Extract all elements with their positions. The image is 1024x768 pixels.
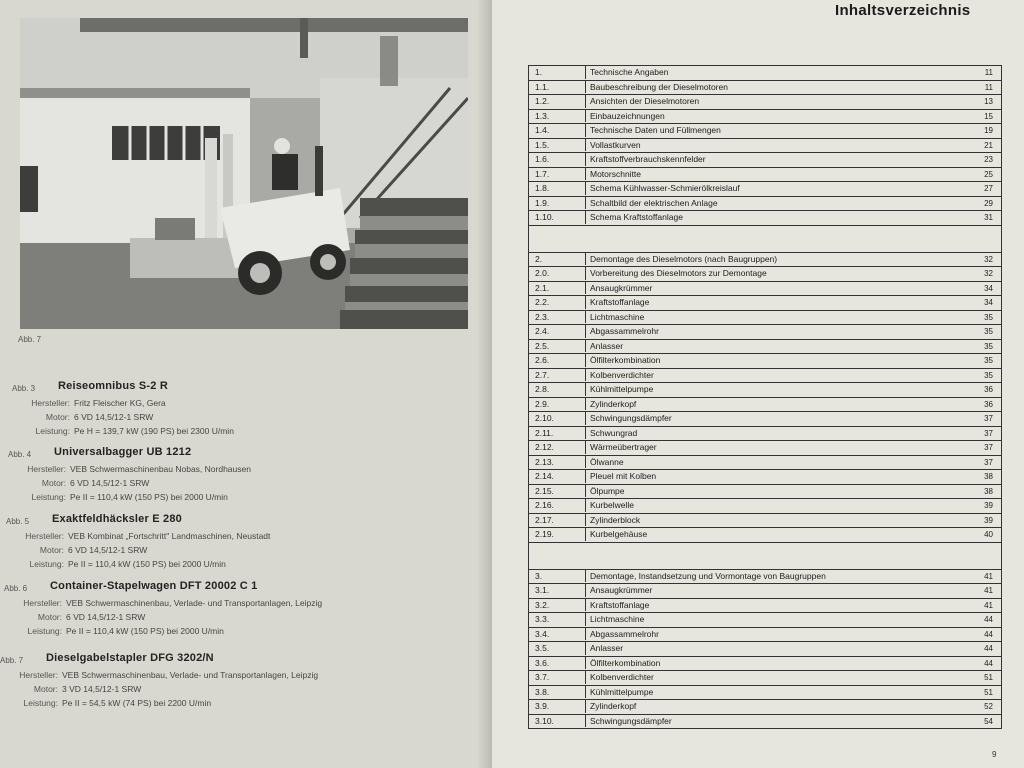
toc-row — [529, 513, 1001, 528]
manufacturer-line — [16, 531, 270, 541]
toc-number: 1. — [535, 67, 543, 77]
toc-page-number: 23 — [984, 155, 993, 164]
toc-title: Inhaltsverzeichnis — [835, 2, 971, 19]
toc-entry-title: Kraftstoffanlage — [585, 296, 649, 309]
manufacturer-value: VEB Schwermaschinenbau, Verlade- und Transportanlagen, Leipzig — [62, 670, 319, 680]
toc-row — [529, 641, 1001, 656]
power-value: Pe II = 54,5 kW (74 PS) bei 2200 U/min — [62, 698, 212, 708]
manufacturer-value: VEB Schwermaschinenbau Nobas, Nordhausen — [70, 464, 251, 474]
toc-number: 2.11. — [535, 427, 554, 438]
toc-number: 1.9. — [535, 197, 550, 208]
toc-entry-title: Kolbenverdichter — [585, 671, 654, 684]
toc-page-number: 37 — [984, 414, 993, 423]
toc-page-number: 35 — [984, 370, 993, 380]
toc-number: 3.5. — [535, 643, 550, 653]
power-line — [18, 492, 228, 502]
toc-section-gap — [529, 225, 1001, 252]
toc-page-number: 32 — [984, 269, 993, 278]
toc-row — [529, 397, 1001, 412]
toc-entry-title: Ölpumpe — [585, 485, 625, 498]
toc-entry-title: Wärmeübertrager — [585, 441, 657, 454]
forklift-photo — [20, 18, 468, 329]
toc-row — [529, 80, 1001, 95]
toc-table — [528, 65, 1002, 729]
toc-page-number: 35 — [984, 327, 993, 336]
manufacturer-line — [10, 670, 318, 680]
toc-number: 2.0. — [535, 268, 550, 278]
toc-entry-title: Schema Kühlwasser-Schmierölkreislauf — [585, 182, 740, 195]
toc-number: 1.7. — [535, 168, 550, 179]
manufacturer-value: Fritz Fleischer KG, Gera — [74, 398, 166, 408]
toc-entry-title: Kraftstoffverbrauchskennfelder — [585, 153, 706, 166]
toc-number: 2.8. — [535, 384, 550, 394]
toc-number: 1.4. — [535, 125, 550, 135]
toc-entry-title: Demontage des Dieselmotors (nach Baugruppen) — [585, 253, 777, 266]
figure-ref: Abb. 7 — [0, 656, 24, 665]
toc-number: 1.2. — [535, 96, 550, 106]
toc-row — [529, 440, 1001, 455]
toc-row — [529, 670, 1001, 685]
toc-number: 2.10. — [535, 413, 554, 423]
toc-entry-title: Einbauzeichnungen — [585, 110, 665, 123]
toc-number: 2.15. — [535, 485, 554, 496]
engine-line — [18, 478, 149, 488]
manufacturer-value: VEB Schwermaschinenbau, Verlade- und Transportanlagen, Leipzig — [66, 598, 323, 608]
toc-section-gap — [529, 542, 1001, 569]
manufacturer-label: Hersteller: — [27, 464, 66, 474]
left-page — [0, 0, 492, 768]
toc-number: 2.12. — [535, 442, 554, 452]
toc-row — [529, 569, 1001, 584]
toc-entry-title: Motorschnitte — [585, 168, 641, 181]
power-line — [10, 698, 211, 708]
toc-entry-title: Schema Kraftstoffanlage — [585, 211, 683, 224]
toc-entry-title: Ölfilterkombination — [585, 354, 660, 367]
toc-number: 2.3. — [535, 311, 550, 322]
toc-number: 1.5. — [535, 139, 550, 150]
toc-number: 2.16. — [535, 500, 554, 510]
toc-entry-title: Ölfilterkombination — [585, 657, 660, 670]
engine-line — [14, 612, 145, 622]
toc-page-number: 44 — [984, 629, 993, 639]
toc-row — [529, 210, 1001, 225]
photo-caption: Abb. 7 — [18, 335, 42, 344]
toc-number: 2.17. — [535, 514, 554, 525]
toc-page-number: 38 — [984, 486, 993, 496]
engine-label: Motor: — [41, 478, 66, 488]
toc-page-number: 35 — [984, 341, 993, 351]
toc-entry-title: Kolbenverdichter — [585, 369, 654, 382]
toc-row — [529, 339, 1001, 354]
toc-number: 2.1. — [535, 282, 550, 293]
forklift-illustration — [20, 18, 468, 329]
toc-page-number: 38 — [984, 472, 993, 481]
toc-row — [529, 484, 1001, 499]
toc-page-number: 25 — [984, 169, 993, 179]
toc-page-number: 41 — [984, 571, 993, 581]
toc-page-number: 44 — [984, 644, 993, 653]
power-label: Leistung: — [29, 559, 64, 569]
power-value: Pe H = 139,7 kW (190 PS) bei 2300 U/min — [74, 426, 234, 436]
engine-label: Motor: — [45, 412, 70, 422]
toc-page-number: 21 — [984, 140, 993, 150]
page-number: 9 — [992, 750, 997, 759]
toc-row — [529, 583, 1001, 598]
machine-name: Dieselgabelstapler DFG 3202/N — [46, 652, 214, 664]
toc-row — [529, 266, 1001, 281]
toc-page-number: 35 — [984, 356, 993, 365]
toc-row — [529, 295, 1001, 310]
toc-number: 1.1. — [535, 81, 550, 92]
toc-page-number: 51 — [984, 687, 993, 697]
toc-number: 3.3. — [535, 614, 550, 624]
toc-row — [529, 714, 1001, 729]
power-value: Pe II = 110,4 kW (150 PS) bei 2000 U/min — [70, 492, 228, 502]
toc-row — [529, 685, 1001, 700]
toc-row — [529, 612, 1001, 627]
toc-page-number: 44 — [984, 615, 993, 624]
manufacturer-value: VEB Kombinat „Fortschritt" Landmaschinen, Neustadt — [68, 531, 271, 541]
toc-entry-title: Kühlmittelpumpe — [585, 383, 653, 396]
toc-entry-title: Schwingungsdämpfer — [585, 412, 672, 425]
toc-page-number: 39 — [984, 501, 993, 510]
toc-entry-title: Vollastkurven — [585, 139, 641, 152]
toc-number: 3.10. — [535, 715, 554, 726]
toc-row — [529, 94, 1001, 109]
toc-number: 3.7. — [535, 672, 550, 682]
toc-page-number: 15 — [984, 111, 993, 121]
toc-entry-title: Abgassammelrohr — [585, 325, 659, 338]
engine-value: 6 VD 14,5/12-1 SRW — [66, 612, 146, 622]
toc-page-number: 11 — [984, 68, 993, 77]
toc-entry-title: Ansaugkrümmer — [585, 584, 652, 597]
manufacturer-label: Hersteller: — [19, 670, 58, 680]
toc-row — [529, 455, 1001, 470]
toc-page-number: 29 — [984, 198, 993, 208]
engine-value: 3 VD 14,5/12-1 SRW — [62, 684, 142, 694]
toc-row — [529, 109, 1001, 124]
toc-page-number: 13 — [984, 97, 993, 106]
machine-name: Container-Stapelwagen DFT 20002 C 1 — [50, 580, 258, 592]
machine-name: Universalbagger UB 1212 — [54, 446, 192, 458]
toc-page-number: 36 — [984, 385, 993, 394]
figure-ref: Abb. 3 — [12, 384, 36, 393]
toc-row — [529, 65, 1001, 80]
toc-row — [529, 324, 1001, 339]
toc-row — [529, 656, 1001, 671]
toc-page-number: 51 — [984, 673, 993, 682]
toc-page-number: 34 — [984, 298, 993, 307]
machine-name: Exaktfeldhäcksler E 280 — [52, 513, 182, 525]
toc-entry-title: Technische Angaben — [585, 66, 668, 79]
figure-ref: Abb. 4 — [8, 450, 32, 459]
toc-row — [529, 598, 1001, 613]
toc-number: 3.4. — [535, 628, 550, 639]
toc-page-number: 11 — [984, 82, 993, 92]
toc-number: 3.8. — [535, 686, 550, 697]
toc-number: 3.9. — [535, 701, 550, 711]
toc-entry-title: Lichtmaschine — [585, 311, 644, 324]
engine-line — [10, 684, 141, 694]
toc-row — [529, 426, 1001, 441]
toc-row — [529, 469, 1001, 484]
toc-number: 2. — [535, 253, 543, 264]
power-label: Leistung: — [23, 698, 58, 708]
power-label: Leistung: — [27, 626, 62, 636]
toc-row — [529, 498, 1001, 513]
power-line — [16, 559, 226, 569]
manufacturer-line — [14, 598, 322, 608]
power-value: Pe II = 110,4 kW (150 PS) bei 2000 U/min — [66, 626, 224, 636]
toc-page-number: 32 — [984, 254, 993, 264]
engine-label: Motor: — [39, 545, 64, 555]
toc-page-number: 52 — [984, 702, 993, 711]
power-line — [22, 426, 234, 436]
toc-page-number: 41 — [984, 600, 993, 610]
toc-row — [529, 123, 1001, 138]
toc-page-number: 27 — [984, 184, 993, 193]
toc-page-number: 37 — [984, 443, 993, 452]
toc-page-number: 36 — [984, 399, 993, 409]
toc-entry-title: Technische Daten und Füllmengen — [585, 124, 721, 137]
toc-row — [529, 281, 1001, 296]
toc-entry-title: Ansaugkrümmer — [585, 282, 652, 295]
manufacturer-label: Hersteller: — [25, 531, 64, 541]
toc-row — [529, 181, 1001, 196]
toc-page-number: 54 — [984, 716, 993, 726]
manufacturer-line — [22, 398, 166, 408]
toc-row — [529, 152, 1001, 167]
toc-row — [529, 411, 1001, 426]
power-label: Leistung: — [35, 426, 70, 436]
toc-entry-title: Schaltbild der elektrischen Anlage — [585, 197, 718, 210]
toc-page-number: 37 — [984, 428, 993, 438]
figure-ref: Abb. 5 — [6, 517, 30, 526]
toc-entry-title: Zylinderblock — [585, 514, 640, 527]
toc-page-number: 34 — [984, 283, 993, 293]
toc-page-number: 44 — [984, 658, 993, 668]
engine-value: 6 VD 14,5/12-1 SRW — [70, 478, 150, 488]
toc-entry-title: Demontage, Instandsetzung und Vormontage von Baugruppen — [585, 570, 826, 583]
power-label: Leistung: — [31, 492, 66, 502]
toc-row — [529, 627, 1001, 642]
toc-entry-title: Ölwanne — [585, 456, 624, 469]
toc-number: 2.4. — [535, 326, 550, 336]
toc-row — [529, 527, 1001, 542]
toc-number: 3.2. — [535, 599, 550, 610]
toc-page-number: 19 — [984, 126, 993, 135]
toc-entry-title: Ansichten der Dieselmotoren — [585, 95, 699, 108]
toc-entry-title: Kurbelgehäuse — [585, 528, 647, 541]
toc-entry-title: Zylinderkopf — [585, 398, 636, 411]
toc-number: 3. — [535, 570, 543, 581]
power-line — [14, 626, 224, 636]
toc-row — [529, 353, 1001, 368]
engine-label: Motor: — [33, 684, 58, 694]
toc-number: 2.2. — [535, 297, 550, 307]
toc-row — [529, 138, 1001, 153]
manufacturer-label: Hersteller: — [31, 398, 70, 408]
toc-entry-title: Schwingungsdämpfer — [585, 715, 672, 728]
engine-line — [16, 545, 147, 555]
engine-value: 6 VD 14,5/12-1 SRW — [74, 412, 154, 422]
engine-line — [22, 412, 153, 422]
toc-row — [529, 382, 1001, 397]
toc-entry-title: Pleuel mit Kolben — [585, 470, 656, 483]
toc-entry-title: Abgassammelrohr — [585, 628, 659, 641]
toc-entry-title: Baubeschreibung der Dieselmotoren — [585, 81, 728, 94]
toc-number: 1.3. — [535, 110, 550, 121]
toc-page-number: 41 — [984, 586, 993, 595]
toc-number: 1.6. — [535, 154, 550, 164]
toc-row — [529, 368, 1001, 383]
toc-row — [529, 196, 1001, 211]
toc-page-number: 40 — [984, 530, 993, 539]
toc-entry-title: Vorbereitung des Dieselmotors zur Demontage — [585, 267, 767, 280]
toc-entry-title: Schwungrad — [585, 427, 637, 440]
toc-number: 2.13. — [535, 456, 554, 467]
toc-page-number: 31 — [984, 213, 993, 222]
manufacturer-line — [18, 464, 251, 474]
machine-name: Reiseomnibus S-2 R — [58, 380, 168, 392]
toc-entry-title: Lichtmaschine — [585, 613, 644, 626]
toc-number: 2.14. — [535, 471, 554, 481]
figure-ref: Abb. 6 — [4, 584, 28, 593]
toc-row — [529, 310, 1001, 325]
toc-number: 3.6. — [535, 657, 550, 668]
engine-label: Motor: — [37, 612, 62, 622]
toc-number: 2.19. — [535, 529, 554, 539]
toc-row — [529, 167, 1001, 182]
toc-entry-title: Zylinderkopf — [585, 700, 636, 713]
toc-entry-title: Anlasser — [585, 642, 623, 655]
toc-entry-title: Kühlmittelpumpe — [585, 686, 653, 699]
toc-entry-title: Kurbelwelle — [585, 499, 634, 512]
toc-entry-title: Kraftstoffanlage — [585, 599, 649, 612]
toc-number: 2.7. — [535, 369, 550, 380]
toc-row — [529, 699, 1001, 714]
toc-number: 3.1. — [535, 585, 550, 595]
toc-number: 2.5. — [535, 340, 550, 351]
engine-value: 6 VD 14,5/12-1 SRW — [68, 545, 148, 555]
toc-page-number: 37 — [984, 457, 993, 467]
power-value: Pe II = 110,4 kW (150 PS) bei 2000 U/min — [68, 559, 226, 569]
toc-number: 2.6. — [535, 355, 550, 365]
toc-page-number: 35 — [984, 312, 993, 322]
manufacturer-label: Hersteller: — [23, 598, 62, 608]
toc-number: 2.9. — [535, 398, 550, 409]
toc-number: 1.10. — [535, 212, 554, 222]
toc-entry-title: Anlasser — [585, 340, 623, 353]
toc-page-number: 39 — [984, 515, 993, 525]
toc-row — [529, 252, 1001, 267]
toc-number: 1.8. — [535, 183, 550, 193]
